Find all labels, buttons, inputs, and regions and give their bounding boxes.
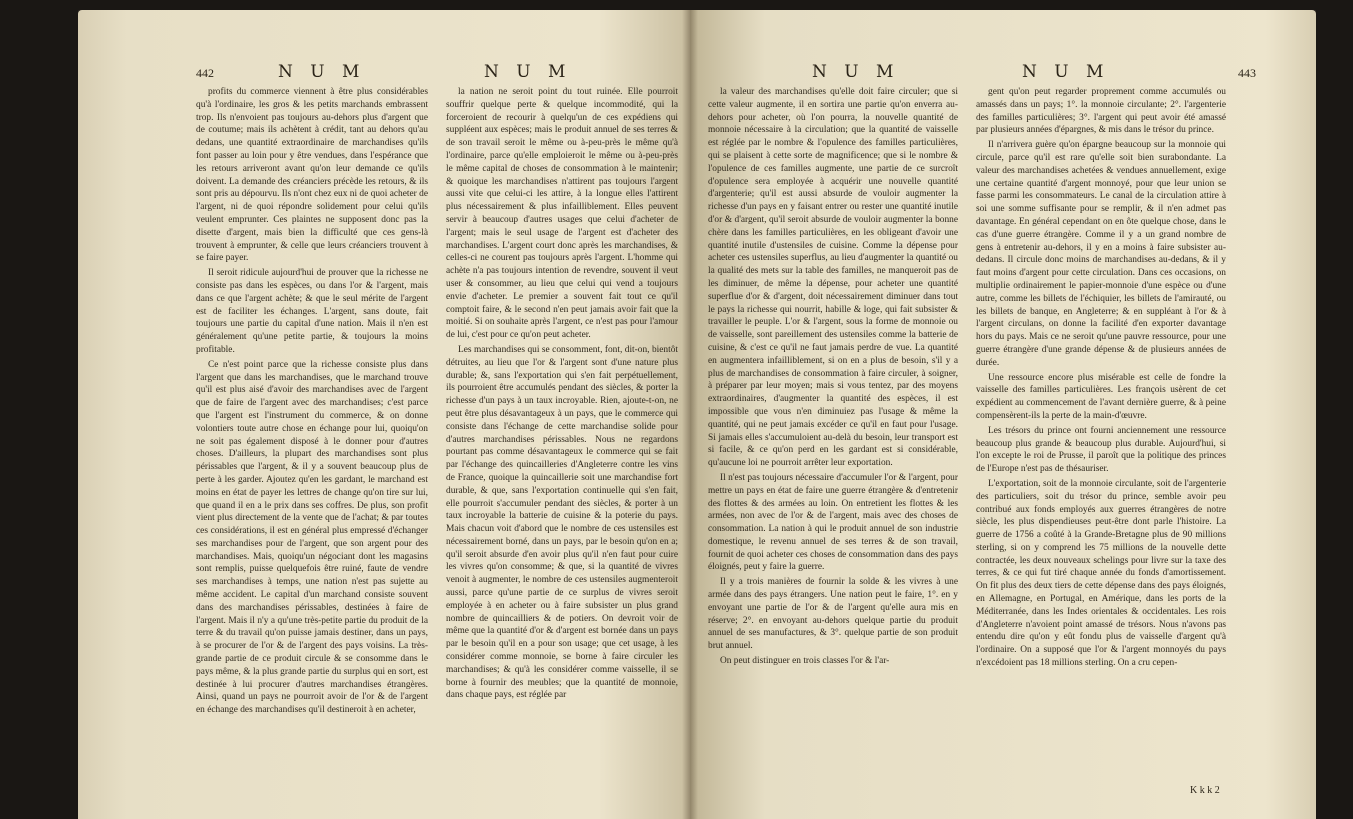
book-gutter: [682, 10, 698, 819]
page-number: 443: [1238, 66, 1256, 80]
paragraph: Une ressource encore plus misérable est celle de fondre la vaisselle des familles particulières. Les françois usèrent de cet expédient au commencement de l'avant dernière guerre, & à peine compensèrent-ils la perte de la main-d'œuvre.: [976, 372, 1226, 421]
paragraph: Il seroit ridicule aujourd'hui de prouver que la richesse ne consiste pas dans les espèces, ou dans l'or & l'argent, mais dans ce que l'argent achète; & que le seul mérite de l'argent est de faciliter les échanges. L'argent, sans doute, fait toujours une partie du capital d'une nation. Mais il n'en est généralement qu'une petite partie, & toujours la moins profitable.: [196, 268, 428, 355]
right-page: [690, 10, 1316, 819]
paragraph: gent qu'on peut regarder proprement comme accumulés ou amassés dans un pays; 1°. la monnoie circulante; 2°. l'argenterie des familles particulières; 3°. l'argent qui peut avoir été amassé par plusieurs années d'épargnes, & mis dans le trésor du prince.: [976, 87, 1226, 136]
paragraph: Les trésors du prince ont fourni anciennement une ressource beaucoup plus grande & beaucoup plus durable. Aujourd'hui, si l'on excepte le roi de Prusse, il paroît que la politique des princes de l'Europe n'est pas de thésauriser.: [976, 425, 1226, 475]
text-column: [976, 86, 1226, 670]
left-page: [78, 10, 690, 819]
paragraph: Les marchandises qui se consomment, font, dit-on, bientôt détruites, au lieu que l'or & l'argent sont d'une nature plus durable; &, sans l'exportation qui s'en fait perpétuellement, ils pourroient être accumulés pendant des siècles, & porter la richesse d'un pays à un taux incroyable. Rien, ajoute-t-on, ne peut être plus désavantageux à un pays, que le commerce qui consiste dans l'échange de cette marchandise solide pour d'autres marchandises périssables. Nous ne regardons pourtant pas comme désavantageux le commerce qui se fait par l'échange des quincailleries d'Angleterre contre les vins de France, quoique la quincaillerie soit une marchandise fort durable, & que, sans l'exportation continuelle qui s'en fait, elle pourroit s'accumuler pendant des siècles, & porter à un taux incroyable la batterie de cuisine & la poterie du pays. Mais chacun voit d'abord que le nombre de ces ustensiles est nécessairement borné, dans un pays, par le besoin qu'on en a; qu'il seroit absurde d'en avoir plus qu'il n'en faut pour cuire les vivres qu'on consomme; & que, si la quantité de vivres venoit à augmenter, le nombre de ces ustensiles augmenteroit aussi, parce qu'une partie de ce surplus de vivres seroit employée à en acheter ou à faire subsister un plus grand nombre de quincailliers & de potiers. On devroit voir de même que la quantité d'or & d'argent est bornée dans un pays par le besoin qu'il en a pour son usage; que cet usage, à les considérer comme monnoie, se borne à faire circuler les marchandises; & qu'à les considérer comme vaisselle, il se borne à fournir des meubles; que la quantité de monnoie, dans chaque pays, est réglée par: [446, 344, 678, 701]
paragraph: profits du commerce viennent à être plus considérables qu'à l'ordinaire, les gros & les petits marchands embrassent trop. Ils n'envoient pas toujours au-dehors plus d'argent que de coutume; mais ils achètent à crédit, tant au dehors qu'au dedans, une quantité extraordinaire de marchandises qu'ils font passer au loin pour y être vendues, dans l'espérance que les retours arriveront avant qu'on leur demande ce qu'ils doivent. La demande des créanciers précède les retours, & ils sont pris au dépourvu. Ils n'ont chez eux ni de quoi acheter de l'argent, ni de quoi répondre solidement pour celui qu'ils veulent emprunter. Ces plaintes ne supposent donc pas la disette d'argent, mais bien la difficulté que ces gens-là trouvent à emprunter, & celle que leurs créanciers trouvent à se faire payer.: [196, 87, 428, 264]
paragraph: la valeur des marchandises qu'elle doit faire circuler; que si cette valeur augmente, il en sortira une partie qu'on enverra au-dehors pour acheter, où l'on pourra, la nouvelle quantité de monnoie nécessaire à la circulation; que la quantité de vaisselle est réglée par le nombre & l'opulence des familles particulières, qui se plaisent à cette sorte de magnificence; que si le nombre & l'opulence de ces familles augmente, une partie de ce surcroît d'opulence sera employée à acquérir une nouvelle quantité d'argenterie; qu'il est aussi absurde de vouloir augmenter la richesse d'un pays en y faisant entrer ou rester une quantité inutile d'or & d'argent, qu'il seroit absurde de vouloir augmenter la bonne chère dans les familles particulières, en les obligeant d'avoir une quantité inutile d'ustensiles de cuisine. Comme la dépense pour acheter ces ustensiles superflus, au lieu d'augmenter la quantité ou la qualité des mets sur la table des familles, ne manqueroit pas de les diminuer, de même la dépense, pour acheter une quantité superflue d'or & d'argent, doit nécessairement diminuer dans tout le pays la richesse qui nourrit, habille & loge, qui fait subsister & travailler le peuple. L'or & l'argent, sous la forme de monnoie ou de vaisselle, sont pareillement des ustensiles comme la batterie de cuisine, & c'est ce qu'il ne faut jamais perdre de vue. La quantité en augmentera infailliblement, si on en a plus de besoin, s'il y a plus de marchandises de consommation à faire circuler, à soigner, à préparer par leur moyen; mais si vous tentez, par des moyens extraordinaires, d'augmenter la quantité des espèces, il est impossible que vous n'en diminuiez pas l'usage & même la quantité, qui ne peut jamais excéder ce qu'il en faut pour l'usage. Si jamais elles s'accumuloient au-delà du besoin, leur transport est si facile, & ce qu'on perd en les gardant est si considérable, qu'aucune loi ne pourroit arrêter leur exportation.: [708, 87, 958, 469]
paragraph: Il n'est pas toujours nécessaire d'accumuler l'or & l'argent, pour mettre un pays en état de faire une guerre étrangère & d'entretenir des flottes & des armées au loin. On entretient les flottes & les armées, non avec de l'or & de l'argent, mais avec des choses de consommation. La nation à qui le produit annuel de son industrie domestique, le revenu annuel de ses terres & de son travail, fournit de quoi acheter ces choses de consommation dans des pays éloignés, peut y faire la guerre.: [708, 472, 958, 573]
paragraph: Ce n'est point parce que la richesse consiste plus dans l'argent que dans les marchandises, que le marchand trouve qu'il est plus aisé d'avoir des marchandises avec de l'argent que de faire de l'argent avec des marchandises; c'est parce que l'argent est l'instrument du commerce, & on donne volontiers toute autre chose en échange pour lui, quoiqu'on ne soit pas également disposé à le donner pour d'autres choses. D'ailleurs, la plupart des marchandises sont plus périssables que l'argent, & il y a souvent beaucoup plus de perte à les garder. Ajoutez qu'en les gardant, le marchand est moins en état de payer les lettres de change qu'on tire sur lui, que quand il en a le prix dans ses coffres. De plus, son profit vient plus directement de la vente que de l'achat; & par toutes ces considérations, il est en général plus empressé d'échanger ses marchandises pour de l'argent, que son argent pour des marchandises. Mais, quoiqu'un négociant dont les magasins sont remplis, puisse quelquefois être ruiné, faute de vendre ses marchandises à temps, une nation n'est pas sujette au même accident. Le capital d'un marchand consiste souvent dans des marchandises périssables, destinées à faire de l'argent. Mais il n'y a qu'une très-petite partie du produit de la terre & du travail qu'on puisse jamais destiner, dans un pays, à se procurer de l'or & de l'argent des pays voisins. La très-grande partie de ce produit circule & se consomme dans le pays même, & la plus grande partie du surplus qui en sort, est destinée à lui procurer d'autres marchandises étrangères. Ainsi, quand un pays ne pourroit avoir de l'or & de l'argent en échange des marchandises qu'il destineroit à en acheter,: [196, 359, 428, 716]
running-head: N U M: [1022, 62, 1110, 82]
text-column: [196, 86, 428, 717]
page-number: 442: [196, 66, 214, 80]
signature-mark: K k k 2: [1190, 785, 1220, 796]
paragraph: Il y a trois manières de fournir la solde & les vivres à une armée dans des pays étrangers. Une nation peut le faire, 1°. en y envoyant une partie de l'or & de l'argent qu'elle aura mis en réserve; 2°. en envoyant au-dehors quelque partie du produit annuel de ses manufactures, & 3°. quelque partie de son produit brut annuel.: [708, 577, 958, 652]
running-head: N U M: [278, 62, 366, 82]
running-head: N U M: [812, 62, 900, 82]
text-column: [708, 86, 958, 668]
paragraph: la nation ne seroit point du tout ruinée. Elle pourroit souffrir quelque perte & quelque incommodité, qui la forceroient de recourir à quelqu'un de ces expédiens qui suppléent aux espèces; mais le produit annuel de ses terres & de son travail seroit le même ou à-peu-près le même qu'à l'ordinaire, parce qu'elle emploieroit le même ou à-peu-près le même capital de choses de consommation à le maintenir; & quoique les marchandises n'attirent pas toujours l'argent aussi vite que celui-ci les attire, à la longue elles l'attirent plus nécessairement & plus infailliblement. Elles peuvent servir à beaucoup d'autres usages que celui d'acheter de l'argent; mais le seul usage de l'argent est d'acheter des marchandises. L'argent court donc après les marchandises, & celles-ci ne courent pas toujours après l'argent. L'homme qui achète n'a pas toujours intention de revendre, souvent il veut user & consommer, au lieu que celui qui vend a toujours envie d'acheter. Le premier a souvent fait tout ce qu'il comptoit faire, & le second n'en peut jamais avoir fait que la moitié. Si on souhaite après l'argent, ce n'est pas pour l'amour de lui, c'est pour ce qu'on peut acheter.: [446, 87, 678, 341]
paragraph: L'exportation, soit de la monnoie circulante, soit de l'argenterie des particuliers, soit du trésor du prince, semble avoir peu contribué aux fonds employés aux guerres étrangères de notre siècle, les plus dispendieuses peut-être dont parle l'histoire. La guerre de 1756 a coûté à la Grande-Bretagne plus de 90 millions sterling, si on y comprend les 75 millions de la nouvelle dette contractée, les deux nouveaux schelings pour livre sur la taxe des terres, & ce qui fut tiré chaque année du fonds d'amortissement. On fit plus des deux tiers de cette dépense dans des pays éloignés, en Allemagne, en Portugal, en Amérique, dans les ports de la Méditerranée, dans les Indes orientales & occidentales. Les rois d'Angleterre n'avoient point amassé de trésors. Nous n'avons pas entendu dire qu'on y eût fondu plus de vaisselle d'argent qu'à l'ordinaire. On a supposé que l'or & l'argent monnoyés du pays n'excédoient pas 18 millions sterling. On a cru cepen-: [976, 478, 1226, 669]
paragraph: Il n'arrivera guère qu'on épargne beaucoup sur la monnoie qui circule, parce qu'il est rare qu'elle soit bien surabondante. La valeur des marchandises achetées & vendues annuellement, exige une certaine quantité d'argent monnoyé, pour que leur union se fasse parmi les consommateurs. Le canal de la circulation attire à soi une somme suffisante pour se remplir, & il n'en admet pas davantage. En général cependant on en ôte quelque chose, dans le cas d'une guerre étrangère. Comme il y a un grand nombre de gens à entretenir au-dehors, il y en a moins à faire subsister au-dedans. Il circule donc moins de marchandises au-dedans, & il y faut moins d'argent pour cette circulation. Dans ces occasions, on multiplie ordinairement le papier-monnoie d'une espèce ou d'une autre, comme les billets de l'échiquier, les billets de l'amirauté, ou les billets de banque, en Angleterre; & en suppléant à l'or & à l'argent circulans, on donne la facilité d'en exporter davantage hors du pays. Mais ce ne seroit qu'une pauvre ressource, pour une guerre étrangère d'une grande dépense & de plusieurs années de durée.: [976, 140, 1226, 368]
running-head: N U M: [484, 62, 572, 82]
text-column: [446, 86, 678, 702]
paragraph: On peut distinguer en trois classes l'or & l'ar-: [720, 656, 890, 667]
open-book: [78, 10, 1316, 819]
